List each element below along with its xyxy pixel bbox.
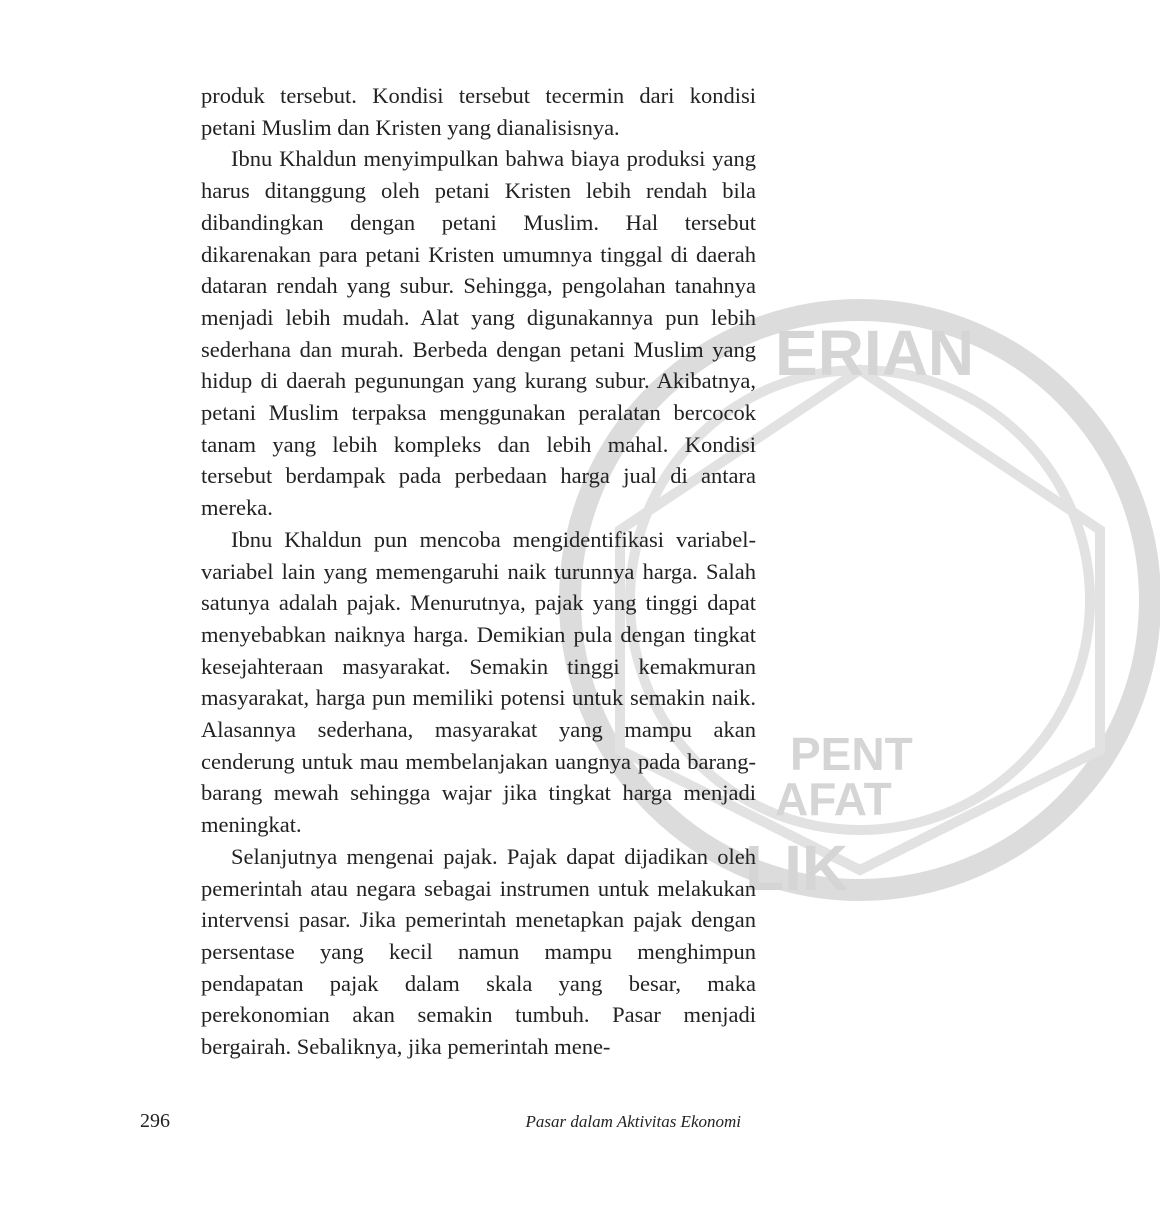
page-number: 296: [140, 1110, 170, 1132]
watermark-text-top: ERIAN: [775, 317, 975, 389]
watermark-text-bottom: LIK: [745, 832, 849, 904]
paragraph-2: Ibnu Khaldun menyimpulkan bahwa biaya produksi yang harus ditanggung oleh petani Kristen lebih rendah bila dibandingkan dengan petani Muslim. Hal tersebut dikarenakan para petani Kristen umumnya tinggal di daerah dataran rendah yang subur. Sehingga, pengolahan tanahnya menjadi lebih mudah. Alat yang digunakannya pun lebih sederhana dan murah. Berbeda dengan petani Muslim yang hidup di daerah pegunungan yang kurang subur. Akibatnya, petani Muslim terpaksa menggunakan peralatan bercocok tanam yang lebih kompleks dan lebih mahal. Kondisi tersebut berdampak pada perbedaan harga jual di antara mereka.: [201, 146, 756, 521]
paragraph-3: Ibnu Khaldun pun mencoba mengidentifikasi variabel-variabel lain yang memengaruhi naik turunnya harga. Salah satunya adalah pajak. Menurutnya, pajak yang tinggi dapat menyebabkan naiknya harga. Demikian pula dengan tingkat kesejahteraan masyarakat. Semakin tinggi kemakmuran masyarakat, harga pun memiliki potensi untuk semakin naik. Alasannya sederhana, masyarakat yang mampu akan cenderung untuk mau membelanjakan uangnya pada barang-barang mewah sehingga wajar jika tingkat harga menjadi meningkat.: [201, 526, 756, 838]
paragraph-1: produk tersebut. Kondisi tersebut tecermin dari kondisi petani Muslim dan Kristen yang dianalisisnya.: [201, 83, 756, 140]
running-title: Pasar dalam Aktivitas Ekonomi: [525, 1112, 741, 1131]
paragraph-4: Selanjutnya mengenai pajak. Pajak dapat dijadikan oleh pemerintah atau negara sebagai instrumen untuk melakukan intervensi pasar. Jika pemerintah menetapkan pajak dengan persentase yang kecil namun mampu menghimpun pendapatan pajak dalam skala yang besar, maka perekonomian akan semakin tumbuh. Pasar menjadi bergairah. Sebaliknya, jika pemerintah mene-: [201, 843, 756, 1060]
body-text: [201, 80, 756, 1063]
watermark-text-mid: PENT: [790, 728, 913, 780]
watermark-text-mid2: AFAT: [775, 773, 892, 825]
